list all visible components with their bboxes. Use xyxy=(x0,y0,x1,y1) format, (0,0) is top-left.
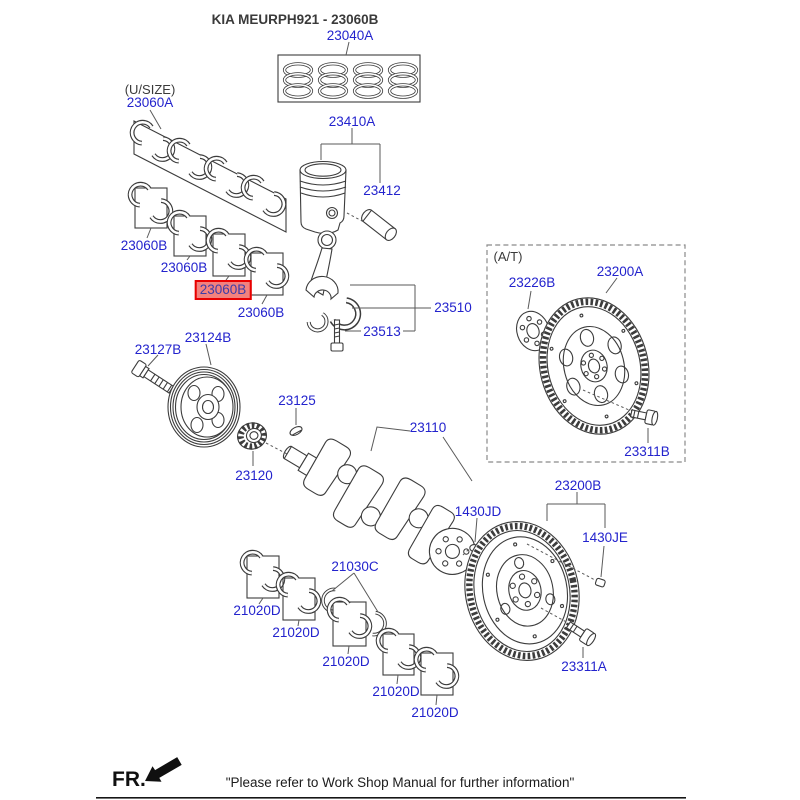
part-label-21030C[interactable]: 21030C xyxy=(331,559,379,574)
part-label-23060B-4[interactable]: 23060B xyxy=(237,305,285,320)
part-label-23040A[interactable]: 23040A xyxy=(326,28,374,43)
part-label-23200A[interactable]: 23200A xyxy=(596,264,644,279)
part-label-23410A[interactable]: 23410A xyxy=(328,114,376,129)
key-drawing xyxy=(289,425,304,437)
usize-annotation: (U/SIZE) xyxy=(124,82,176,97)
part-label-23510[interactable]: 23510 xyxy=(434,300,472,315)
pulley-drawing xyxy=(168,367,240,447)
pulley-bolt-drawing xyxy=(131,360,175,396)
part-label-23127B[interactable]: 23127B xyxy=(134,342,182,357)
piston-ring-set-drawing xyxy=(278,55,420,102)
footer-divider xyxy=(96,797,686,799)
part-label-23120[interactable]: 23120 xyxy=(235,468,273,483)
connecting-rod-drawing xyxy=(306,231,338,299)
part-label-21020D-2[interactable]: 21020D xyxy=(272,625,320,640)
drive-plate-drawing xyxy=(525,286,663,446)
part-label-23110[interactable]: 23110 xyxy=(409,420,447,435)
part-label-21020D-4[interactable]: 21020D xyxy=(372,684,420,699)
part-label-23200B[interactable]: 23200B xyxy=(554,478,602,493)
part-label-23311B[interactable]: 23311B xyxy=(624,444,670,459)
part-label-23060B-1[interactable]: 23060B xyxy=(120,238,168,253)
part-label-23060B-selected[interactable]: 23060B xyxy=(195,280,252,300)
main-bearing-set-drawing xyxy=(126,112,289,232)
workshop-manual-note: "Please refer to Work Shop Manual for further information" xyxy=(225,775,575,790)
piston-drawing xyxy=(300,162,346,234)
part-label-23060A[interactable]: 23060A xyxy=(126,95,174,110)
piston-pin-drawing xyxy=(359,207,398,242)
diagram-title: KIA MEURPH921 - 23060B xyxy=(211,12,379,27)
flywheel-drawing xyxy=(452,511,592,671)
part-label-1430JE[interactable]: 1430JE xyxy=(582,530,628,545)
part-label-21020D-5[interactable]: 21020D xyxy=(411,705,459,720)
part-label-21020D-1[interactable]: 21020D xyxy=(233,603,281,618)
part-label-1430JD[interactable]: 1430JD xyxy=(454,504,502,519)
part-label-21020D-3[interactable]: 21020D xyxy=(322,654,370,669)
dowel-pin-je-drawing xyxy=(595,578,606,587)
part-label-23226B[interactable]: 23226B xyxy=(508,275,556,290)
front-direction-label: FR. xyxy=(112,768,146,791)
part-label-23412[interactable]: 23412 xyxy=(363,183,401,198)
timing-gear-drawing xyxy=(235,420,269,452)
part-label-23125[interactable]: 23125 xyxy=(278,393,316,408)
part-label-23124B[interactable]: 23124B xyxy=(184,330,232,345)
part-label-23060B-2[interactable]: 23060B xyxy=(160,260,208,275)
at-annotation: (A/T) xyxy=(493,249,523,264)
part-label-23311A[interactable]: 23311A xyxy=(561,659,607,674)
part-label-23513[interactable]: 23513 xyxy=(363,324,401,339)
fr-arrow-icon xyxy=(145,757,182,782)
